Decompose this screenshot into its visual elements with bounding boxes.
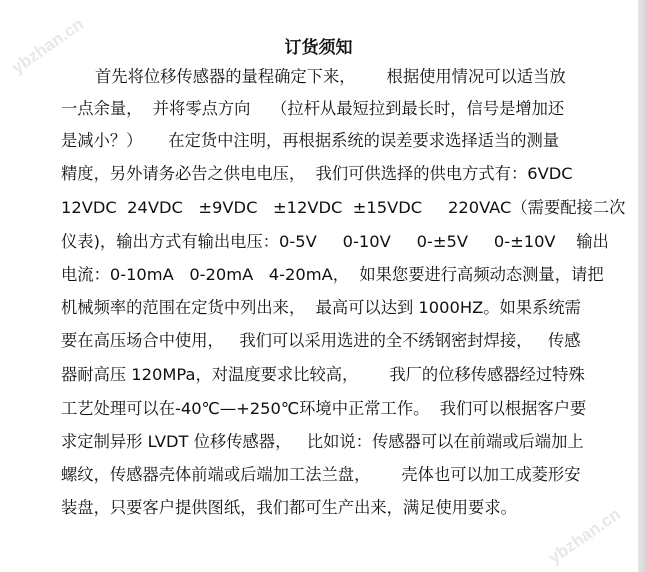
text-line-2: 一点余量， 并将零点方向 （拉杆从最短拉到最长时，信号是增加还 [61,99,565,118]
page-edge [638,0,647,572]
watermark-top-left: ybzhan.cn [8,14,87,78]
text-line-13: 螺纹，传感器壳体前端或后端加工法兰盘， 壳体也可以加工成菱形安 [61,465,581,484]
text-line-14: 装盘，只要客户提供图纸，我们都可生产出来，满足使用要求。 [61,498,517,517]
text-line-7: 电流：0-10mA 0-20mA 4-20mA， 如果您要进行高频动态测量，请把 [61,265,604,284]
text-line-6: 仪表)，输出方式有输出电压：0-5V 0-10V 0-±5V 0-±10V 输出 [61,232,609,251]
text-line-4: 精度，另外请务必告之供电电压， 我们可供选择的供电方式有：6VDC [61,164,573,183]
text-line-9: 要在高压场合中使用， 我们可以采用选进的全不绣钢密封焊接， 传感 [61,331,581,350]
document-title: 订货须知 [284,38,353,58]
watermark-bottom-right: ybzhan.cn [545,504,624,568]
text-line-11: 工艺处理可以在-40℃—+250℃环境中正常工作。 我们可以根据客户要 [61,399,587,418]
text-line-5: 12VDC 24VDC ±9VDC ±12VDC ±15VDC 220VAC（需要配接二次 [61,198,626,217]
text-line-10: 器耐高压 120MPa，对温度要求比较高， 我厂的位移传感器经过特殊 [61,365,585,384]
text-line-12: 求定制异形 LVDT 位移传感器， 比如说：传感器可以在前端或后端加上 [61,432,584,451]
text-line-3: 是减小？） 在定货中注明，再根据系统的误差要求选择适当的测量 [61,131,560,150]
text-line-8: 机械频率的范围在定货中列出来， 最高可以达到 1000HZ。如果系统需 [61,298,581,317]
text-line-1: 首先将位移传感器的量程确定下来， 根据使用情况可以适当放 [95,67,566,86]
